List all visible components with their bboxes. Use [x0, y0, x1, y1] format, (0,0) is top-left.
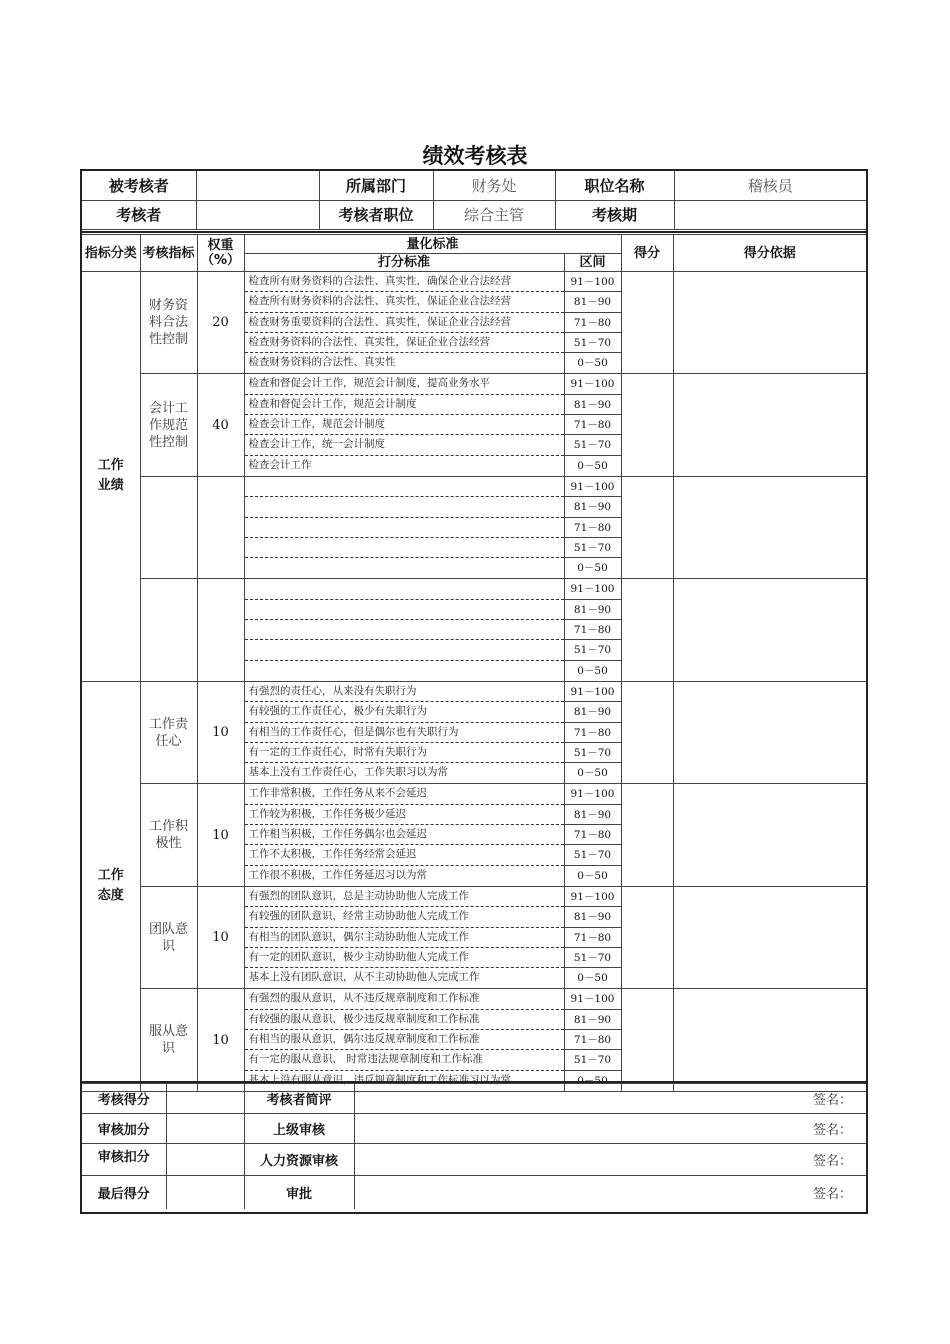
score-ranges	[564, 374, 621, 476]
category-cell: 工作业绩	[82, 272, 140, 682]
criterion-text: 有一定的服从意识， 时常违法规章制度和工作标准	[245, 1050, 564, 1070]
range-label: 71－80	[565, 723, 621, 743]
footer-value-score[interactable]	[166, 1084, 244, 1114]
scoring-criteria	[244, 374, 564, 476]
score-ranges	[564, 784, 621, 886]
signature-field[interactable]: 签名：	[354, 1144, 866, 1176]
col-basis: 得分依据	[673, 235, 866, 272]
footer-label-approval: 审批	[244, 1176, 354, 1209]
criteria-row	[82, 886, 866, 988]
position-field[interactable]: 稽核员	[674, 171, 866, 200]
signature-field[interactable]: 签名：	[354, 1176, 866, 1209]
footer-label-final: 最后得分	[82, 1176, 166, 1209]
criteria-table	[82, 234, 866, 1092]
period-field[interactable]	[674, 200, 866, 229]
criterion-text: 检查会计工作，规范会计制度	[245, 415, 564, 435]
criteria-row	[82, 476, 866, 578]
weight-value: 10	[197, 886, 244, 988]
range-label: 51－70	[565, 1050, 621, 1070]
range-label: 71－80	[565, 313, 621, 333]
range-label: 91－100	[565, 579, 621, 599]
range-label: 91－100	[565, 477, 621, 497]
weight-value	[197, 476, 244, 578]
range-label: 81－90	[565, 497, 621, 517]
weight-value	[197, 579, 244, 681]
page-title: 绩效考核表	[422, 144, 528, 168]
criterion-text: 工作非常积极，工作任务从来不会延迟	[245, 784, 564, 804]
assessor-position-field[interactable]: 综合主管	[433, 200, 555, 229]
range-label: 51－70	[565, 435, 621, 455]
weight-value: 10	[197, 989, 244, 1091]
score-field[interactable]	[621, 886, 673, 988]
criterion-text	[245, 497, 564, 517]
criterion-text	[245, 661, 564, 681]
criterion-text	[245, 538, 564, 558]
criterion-text: 检查财务资料的合法性、真实性	[248, 356, 396, 369]
criterion-text: 有强烈的团队意识，总是主动协助他人完成工作	[245, 887, 564, 907]
criterion-text: 检查财务资料的合法性、真实性，保证企业合法经营	[245, 333, 564, 353]
criteria-row	[82, 989, 866, 1091]
range-label: 0－50	[577, 664, 608, 677]
position-label: 职位名称	[555, 171, 674, 200]
criteria-row	[82, 784, 866, 886]
divider	[82, 231, 866, 233]
score-basis-field[interactable]	[673, 784, 866, 886]
criterion-text: 有强烈的责任心，从来没有失职行为	[245, 682, 564, 702]
col-scoring: 打分标准	[244, 254, 564, 272]
criterion-text: 检查会计工作，统一会计制度	[245, 435, 564, 455]
score-field[interactable]	[621, 681, 673, 783]
indicator-name: 工作积极性	[140, 784, 197, 886]
score-field[interactable]	[621, 374, 673, 476]
weight-value: 10	[197, 784, 244, 886]
score-ranges	[564, 272, 621, 374]
indicator-name	[140, 579, 197, 681]
signature-field[interactable]: 签名：	[354, 1084, 866, 1114]
criteria-row	[82, 681, 866, 783]
scoring-criteria	[244, 476, 564, 578]
criterion-text: 有一定的工作责任心，时常有失职行为	[245, 743, 564, 763]
criterion-text: 有相当的工作责任心，但是偶尔也有失职行为	[245, 723, 564, 743]
weight-value: 40	[197, 374, 244, 476]
weight-value: 20	[197, 272, 244, 374]
footer-label-superior: 上级审核	[244, 1114, 354, 1144]
range-label: 71－80	[565, 928, 621, 948]
score-basis-field[interactable]	[673, 681, 866, 783]
range-label: 81－90	[565, 702, 621, 722]
criterion-text: 工作较为积极，工作任务极少延迟	[245, 805, 564, 825]
criterion-text	[245, 579, 564, 599]
range-label: 91－100	[565, 989, 621, 1009]
range-label: 81－90	[565, 907, 621, 927]
signature-field[interactable]: 签名：	[354, 1114, 866, 1144]
indicator-name: 工作责任心	[140, 681, 197, 783]
range-label: 0－50	[577, 459, 608, 472]
range-label: 91－100	[565, 374, 621, 394]
score-ranges	[564, 989, 621, 1091]
range-label: 51－70	[565, 948, 621, 968]
footer-value-deduction[interactable]	[166, 1144, 244, 1176]
category-cell: 工作态度	[82, 681, 140, 1091]
range-label: 81－90	[565, 395, 621, 415]
criteria-row	[82, 272, 866, 374]
score-basis-field[interactable]	[673, 272, 866, 374]
score-basis-field[interactable]	[673, 579, 866, 681]
weight-value: 10	[197, 681, 244, 783]
criteria-row	[82, 374, 866, 476]
range-label: 51－70	[565, 333, 621, 353]
range-label: 0－50	[577, 972, 608, 985]
indicator-name	[140, 476, 197, 578]
footer-value-bonus[interactable]	[166, 1114, 244, 1144]
indicator-name: 团队意识	[140, 886, 197, 988]
criterion-text: 检查和督促会计工作，规范会计制度，提高业务水平	[245, 374, 564, 394]
scoring-criteria	[244, 681, 564, 783]
assessee-label: 被考核者	[82, 171, 196, 200]
range-label: 0－50	[577, 767, 608, 780]
criterion-text: 基本上没有工作责任心，工作失职习以为常	[248, 766, 448, 779]
score-ranges	[564, 681, 621, 783]
criterion-text	[245, 600, 564, 620]
criterion-text	[245, 620, 564, 640]
range-label: 91－100	[565, 272, 621, 292]
criterion-text	[245, 477, 564, 497]
criterion-text: 有较强的服从意识，极少违反规章制度和工作标准	[245, 1010, 564, 1030]
footer-label-bonus: 审核加分	[82, 1114, 166, 1144]
range-label: 71－80	[565, 825, 621, 845]
indicator-name: 服从意识	[140, 989, 197, 1091]
header-table	[82, 171, 866, 230]
scoring-criteria	[244, 784, 564, 886]
criterion-text	[245, 640, 564, 660]
score-field[interactable]	[621, 784, 673, 886]
col-range: 区间	[564, 254, 621, 272]
score-basis-field[interactable]	[673, 989, 866, 1091]
criterion-text: 检查会计工作	[248, 458, 312, 471]
approval-table	[82, 1083, 866, 1209]
assessor-field[interactable]	[196, 200, 319, 229]
criterion-text: 基本上没有服从意识，违反规章制度和工作标准习以为常	[248, 1073, 511, 1086]
score-basis-field[interactable]	[673, 886, 866, 988]
assessor-label: 考核者	[82, 200, 196, 229]
criterion-text: 有相当的团队意识，偶尔主动协助他人完成工作	[245, 928, 564, 948]
criteria-row	[82, 579, 866, 681]
range-label: 0－50	[577, 1074, 608, 1087]
criterion-text: 检查财务重要资料的合法性、真实性，保证企业合法经营	[245, 313, 564, 333]
criterion-text	[245, 518, 564, 538]
scoring-criteria	[244, 272, 564, 374]
range-label: 81－90	[565, 292, 621, 312]
col-indicator: 考核指标	[140, 235, 197, 272]
department-field[interactable]: 财务处	[433, 171, 555, 200]
criterion-text: 工作不太积极，工作任务经常会延迟	[245, 845, 564, 865]
department-label: 所属部门	[319, 171, 433, 200]
criterion-text: 有一定的团队意识，极少主动协助他人完成工作	[245, 948, 564, 968]
criterion-text: 有相当的服从意识，偶尔违反规章制度和工作标准	[245, 1030, 564, 1050]
footer-label-score: 考核得分	[82, 1084, 166, 1114]
col-quant: 量化标准	[244, 235, 621, 254]
score-ranges	[564, 476, 621, 578]
score-field[interactable]	[621, 476, 673, 578]
assessment-form	[80, 169, 868, 1214]
indicator-name: 会计工作规范性控制	[140, 374, 197, 476]
range-label: 51－70	[565, 845, 621, 865]
range-label: 91－100	[565, 784, 621, 804]
score-field[interactable]	[621, 272, 673, 374]
criterion-text: 工作很不积极，工作任务延迟习以为常	[248, 868, 427, 881]
period-label: 考核期	[555, 200, 674, 229]
criterion-text: 有强烈的服从意识，从不违反规章制度和工作标准	[245, 989, 564, 1009]
score-basis-field[interactable]	[673, 374, 866, 476]
footer-value-final[interactable]	[166, 1176, 244, 1209]
assessor-position-label: 考核者职位	[319, 200, 433, 229]
col-weight: 权重（%）	[197, 235, 244, 272]
score-ranges	[564, 579, 621, 681]
range-label: 0－50	[577, 562, 608, 575]
range-label: 91－100	[565, 887, 621, 907]
criterion-text: 基本上没有团队意识，从不主动协助他人完成工作	[248, 971, 480, 984]
footer-label-deduction: 审核扣分	[82, 1144, 166, 1176]
range-label: 71－80	[565, 620, 621, 640]
range-label: 71－80	[565, 1030, 621, 1050]
range-label: 81－90	[565, 805, 621, 825]
criterion-text: 检查和督促会计工作，规范会计制度	[245, 395, 564, 415]
criterion-text: 有较强的团队意识，经常主动协助他人完成工作	[245, 907, 564, 927]
score-ranges	[564, 886, 621, 988]
indicator-name: 财务资料合法性控制	[140, 272, 197, 374]
footer-label-hr: 人力资源审核	[244, 1144, 354, 1176]
scoring-criteria	[244, 886, 564, 988]
range-label: 91－100	[565, 682, 621, 702]
range-label: 51－70	[565, 743, 621, 763]
assessee-field[interactable]	[196, 171, 319, 200]
range-label: 51－70	[565, 538, 621, 558]
range-label: 0－50	[577, 357, 608, 370]
score-field[interactable]	[621, 579, 673, 681]
col-category: 指标分类	[82, 235, 140, 272]
criterion-text: 检查所有财务资料的合法性、真实性，确保企业合法经营	[245, 272, 564, 292]
scoring-criteria	[244, 579, 564, 681]
criterion-text	[245, 558, 564, 578]
footer-label-review: 考核者简评	[244, 1084, 354, 1114]
score-basis-field[interactable]	[673, 476, 866, 578]
range-label: 81－90	[565, 1010, 621, 1030]
range-label: 51－70	[565, 640, 621, 660]
range-label: 81－90	[565, 600, 621, 620]
score-field[interactable]	[621, 989, 673, 1091]
col-score: 得分	[621, 235, 673, 272]
range-label: 71－80	[565, 518, 621, 538]
range-label: 71－80	[565, 415, 621, 435]
range-label: 0－50	[577, 869, 608, 882]
criterion-text: 有较强的工作责任心，极少有失职行为	[245, 702, 564, 722]
criterion-text: 检查所有财务资料的合法性、真实性，保证企业合法经营	[245, 292, 564, 312]
scoring-criteria	[244, 989, 564, 1091]
criterion-text: 工作相当积极，工作任务偶尔也会延迟	[245, 825, 564, 845]
